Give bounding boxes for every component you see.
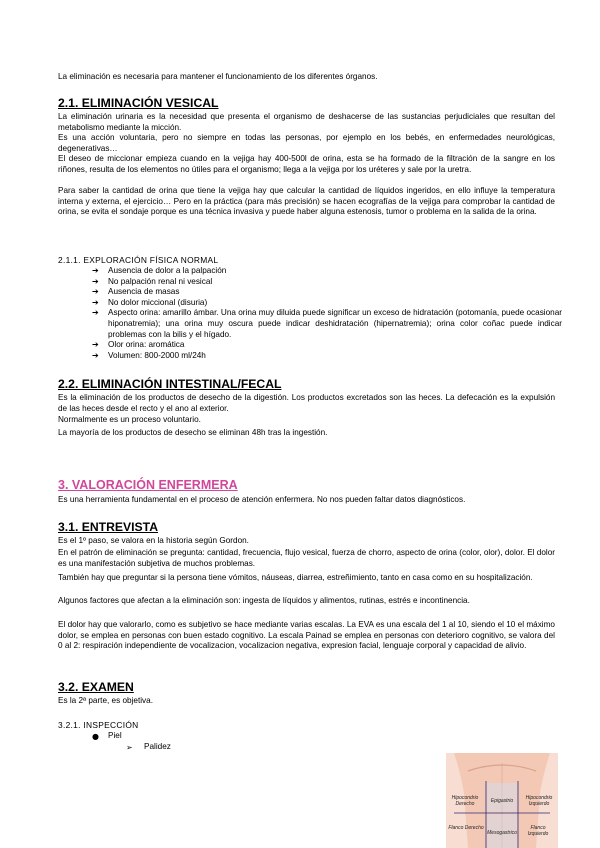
s21-paragraph-1: La eliminación urinaria es la necesidad que presenta el organismo de deshacerse de las sustancias perjudiciales que resultan del metabolismo mediante la micción. xyxy=(58,112,555,132)
heading-2-2: 2.2. ELIMINACIÓN INTESTINAL/FECAL xyxy=(58,377,282,391)
list-item: ➔ Olor orina: aromática xyxy=(92,340,185,350)
heading-2-1: 2.1. ELIMINACIÓN VESICAL xyxy=(58,96,219,110)
bullet-icon: ● xyxy=(92,732,99,741)
label-hipocondrio-derecho: Hipocondrio Derecho xyxy=(451,795,479,807)
label-flanco-izquierdo: Flanco Izquierdo xyxy=(527,825,549,837)
list-item: ➔ Aspecto orina: amarillo ámbar. Una orina muy diluida puede significar un exceso de hidratación (potomanía, puede ocasionar hiponatremia); una orina muy oscura puede indicar deshidratación (hipernatremia); orina color coñac puede indicar problemas con la bilis y el hígado. xyxy=(92,308,562,339)
heading-3: 3. VALORACIÓN ENFERMERA xyxy=(58,478,238,492)
heading-3-2: 3.2. EXAMEN xyxy=(58,680,134,694)
list-item-palidez: Palidez xyxy=(144,742,171,751)
s21-paragraph-3: El deseo de miccionar empieza cuando en la vejiga hay 400-500l de orina, esta se ha formado de la filtración de la sangre en los riñones, resulta de los elementos no útiles para el organismo; llega a la vejiga por los uréteres y sale por la uretra. xyxy=(58,154,555,174)
s31-paragraph-2: En el patrón de eliminación se pregunta: cantidad, frecuencia, flujo vesical, fuerza de chorro, aspecto de orina (color, olor), dolor. El dolor es una manifestación subjetiva de muchos problemas. xyxy=(58,548,555,568)
s31-paragraph-3: También hay que preguntar si la persona tiene vómitos, náuseas, diarrea, estreñimiento, tanto en casa como en su hospitalización. xyxy=(58,573,533,582)
list-item: ➔ Ausencia de masas xyxy=(92,287,180,297)
heading-3-2-1: 3.2.1. INSPECCIÓN xyxy=(58,720,139,730)
exploration-list xyxy=(92,266,562,361)
s22-paragraph-3: La mayoría de los productos de desecho se eliminan 48h tras la ingestión. xyxy=(58,428,328,437)
s32-paragraph-1: Es la 2ª parte, es objetiva. xyxy=(58,696,153,705)
list-item: ➔ Ausencia de dolor a la palpación xyxy=(92,266,227,275)
intro-paragraph: La eliminación es necesaria para mantener el funcionamiento de los diferentes órganos. xyxy=(58,72,378,81)
s22-paragraph-1: Es la eliminación de los productos de desecho de la digestión. Los productos excretados son las heces. La defecación es la expulsión de las heces desde el recto y el ano al exterior. xyxy=(58,393,555,413)
arrow-icon: ➔ xyxy=(92,297,99,307)
arrow-icon: ➔ xyxy=(92,340,99,350)
s21-paragraph-4: Para saber la cantidad de orina que tiene la vejiga hay que calcular la cantidad de líquidos ingeridos, en ello influye la temperatura interna y externa, el ejercicio… Pero en la práctica (para más precisión) se hacen ecografías de la vejiga para comprobar la cantidad de orina, se evita el sondaje porque es una técnica invasiva y puede haber alguna estenosis, tumor o problema en la salida de la orina. xyxy=(58,186,555,217)
arrow-icon: ➔ xyxy=(92,276,99,286)
list-item-piel: Piel xyxy=(108,731,122,740)
label-epigastrio: Epigastrio xyxy=(490,798,514,804)
arrow-icon: ➔ xyxy=(92,308,99,318)
s21-paragraph-2: Es una acción voluntaria, pero no siempre en todas las personas, por ejemplo en los bebés, en enfermedades neurológicas, degenerativas… xyxy=(58,133,555,153)
arrowhead-icon: ➢ xyxy=(126,743,133,752)
arrow-icon: ➔ xyxy=(92,266,99,275)
label-mesogastrico: Mesogastrico xyxy=(487,830,517,836)
s31-paragraph-5: El dolor hay que valorarlo, como es subjetivo se hace mediante varias escalas. La EVA es una escala del 1 al 10, siendo el 10 el máximo dolor, se emplea en personas con buen estado cognitivo. La escala Painad se emplea en personas con deterioro cognitivo, se valora del 0 al 2: respiración independiente de vocalizacion, vocalizacion negativa, expresion facial, lenguaje corporal y capacidad de alivio. xyxy=(58,620,555,651)
label-hipocondrio-izquierdo: Hipocondrio Izquierdo xyxy=(525,795,553,807)
heading-3-1: 3.1. ENTREVISTA xyxy=(58,520,159,534)
arrow-icon: ➔ xyxy=(92,350,99,360)
arrow-icon: ➔ xyxy=(92,287,99,297)
s22-paragraph-2: Normalmente es un proceso voluntario. xyxy=(58,415,201,424)
abdomen-regions-figure xyxy=(446,753,558,848)
label-flanco-derecho: Flanco Derecho xyxy=(448,825,484,831)
s31-paragraph-4: Algunos factores que afectan a la eliminación son: ingesta de líquidos y alimentos, rutinas, estrés e incontinencia. xyxy=(58,596,470,605)
list-item: ➔ Volumen: 800-2000 ml/24h xyxy=(92,350,206,360)
s3-paragraph-1: Es una herramienta fundamental en el proceso de atención enfermera. No nos pueden faltar datos diagnósticos. xyxy=(58,495,466,504)
list-item: ➔ No dolor miccional (disuria) xyxy=(92,297,208,307)
list-item: ➔ No palpación renal ni vesical xyxy=(92,276,213,286)
s31-paragraph-1: Es el 1º paso, se valora en la historia según Gordon. xyxy=(58,536,249,545)
heading-2-1-1: 2.1.1. EXPLORACIÓN FÍSICA NORMAL xyxy=(58,255,219,265)
